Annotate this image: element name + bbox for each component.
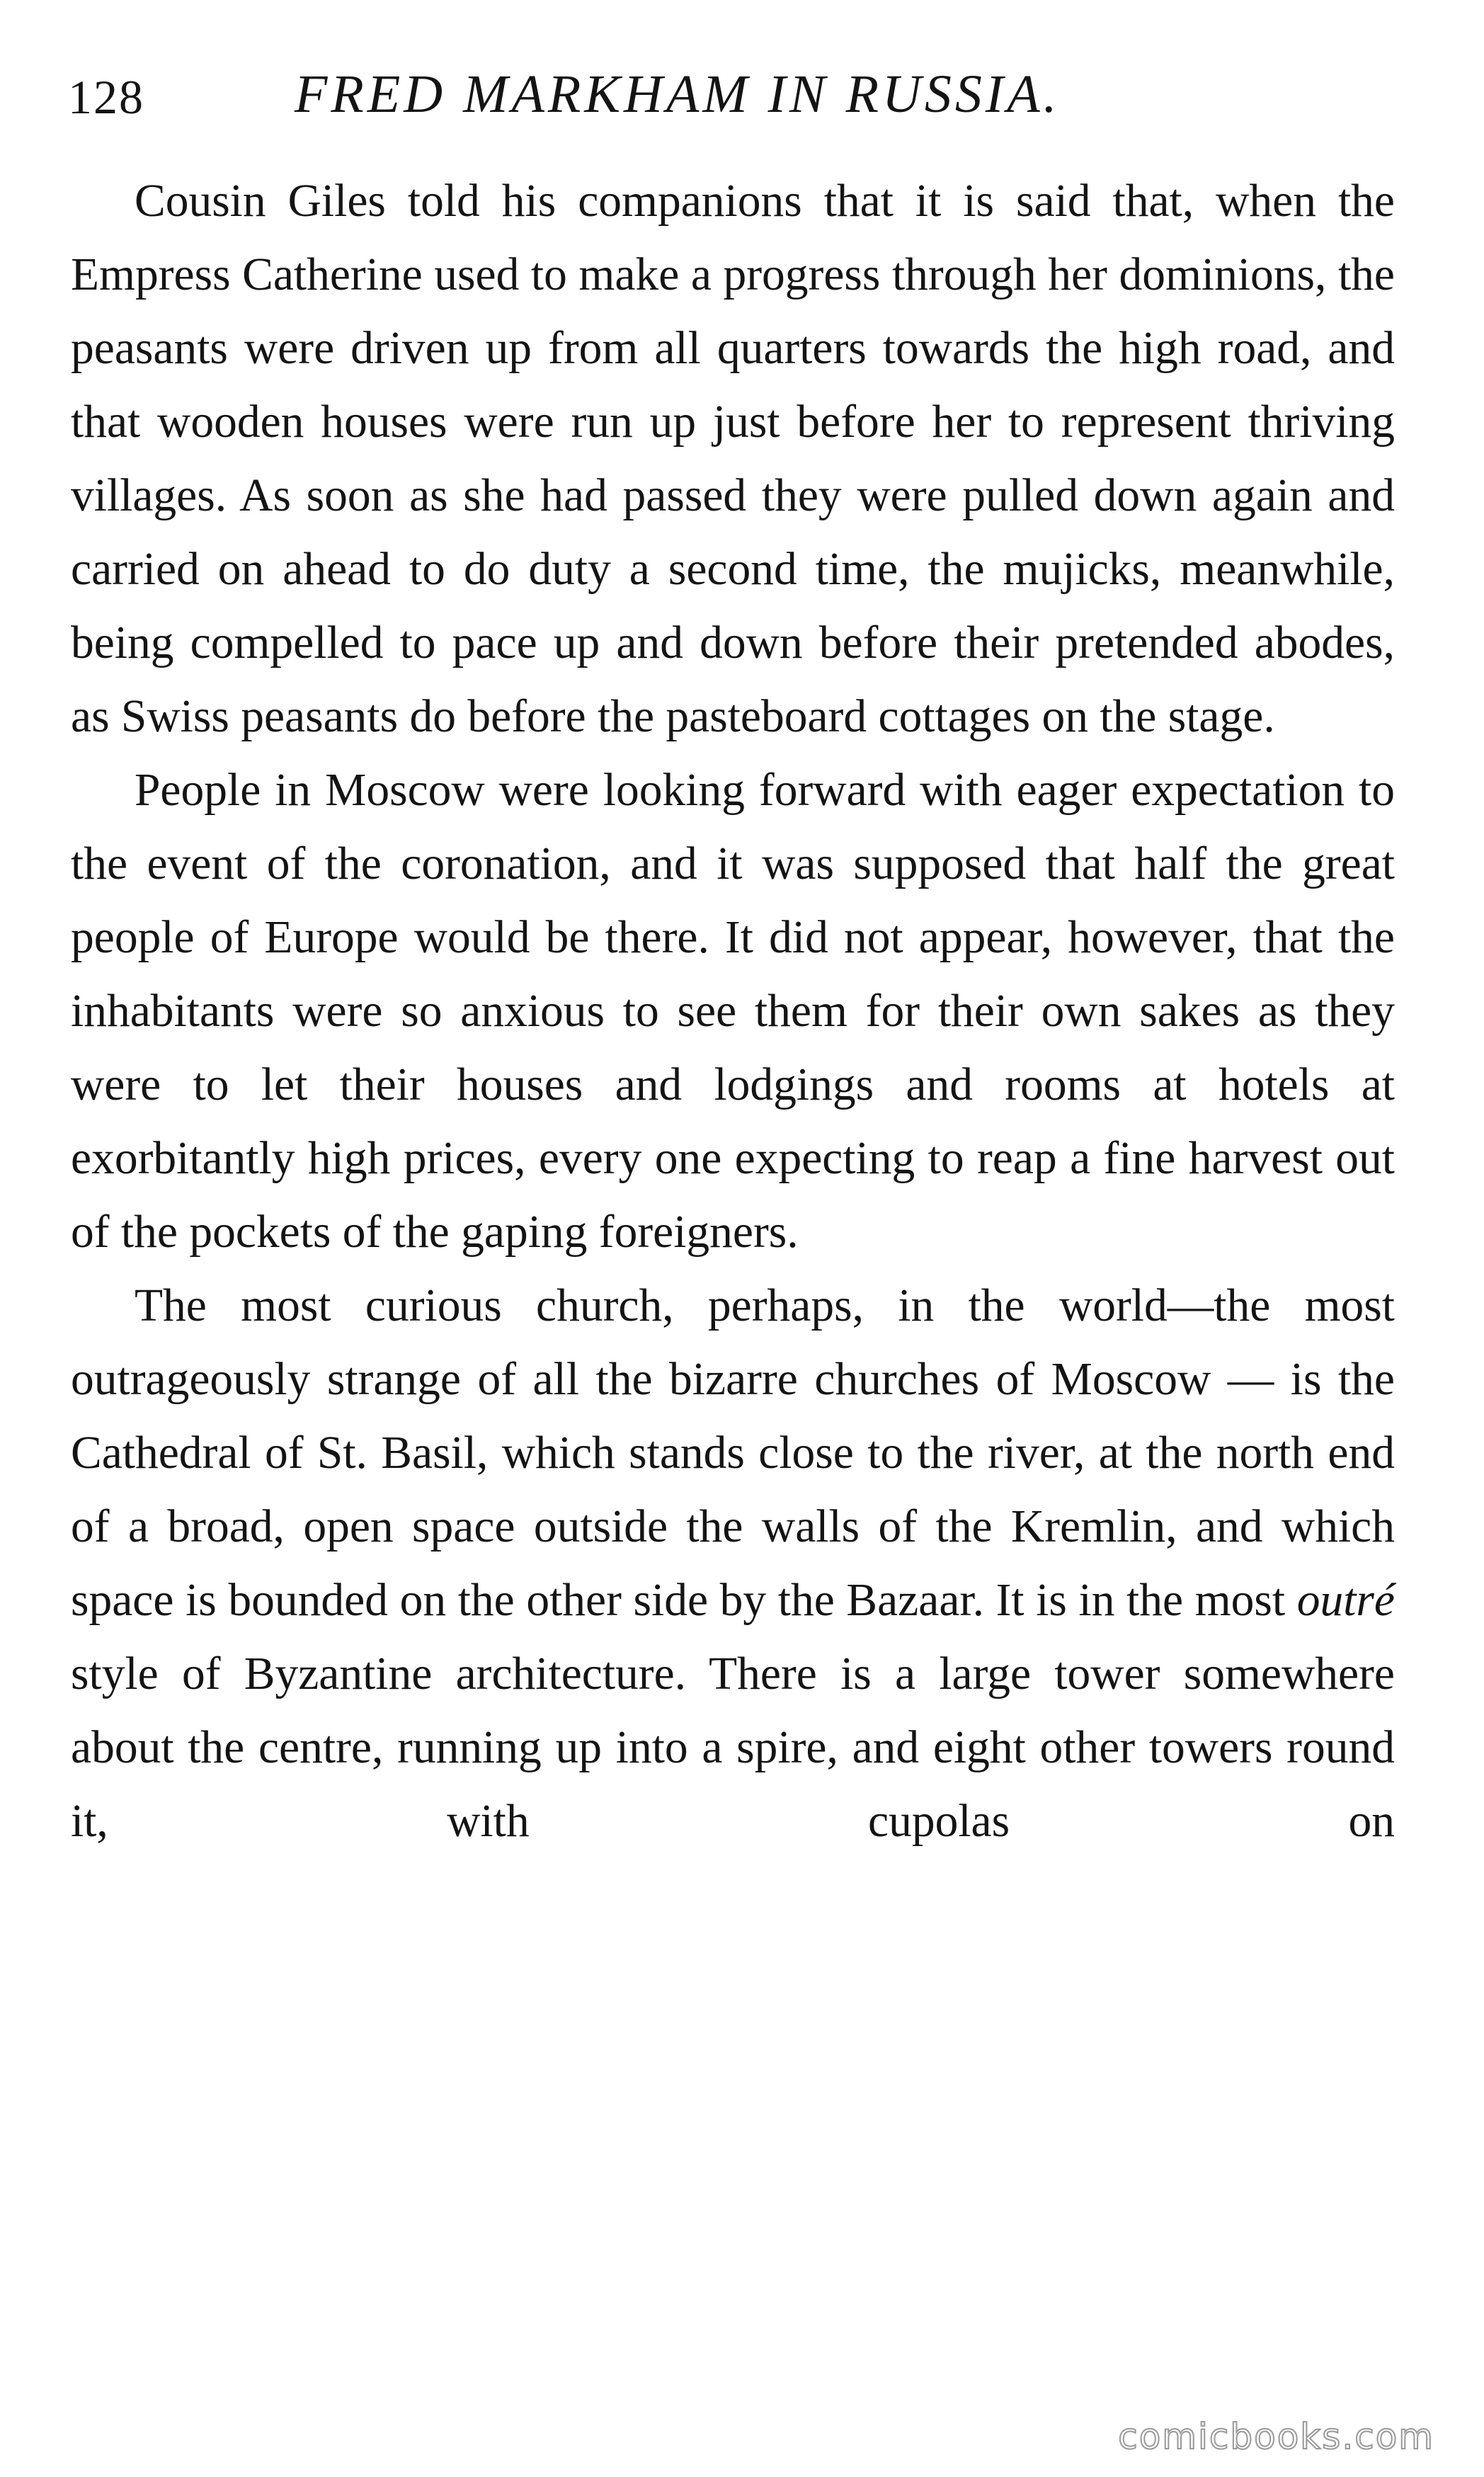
watermark-logo: comicbooks.com [1118, 2416, 1434, 2457]
body-text [71, 164, 1395, 1858]
paragraph-st-basil-tail: style of Byzantine architecture. There is a large tower somewhere about the centre, running up into a spire, and eight other towers round it, with cupolas on [71, 1649, 1395, 1847]
paragraph-coronation: People in Moscow were looking forward with eager expectation to the event of the coronation, and it was supposed that half the great people of Europe would be there. It did not appear, however, that the inhabitants were so anxious to see them for their own sakes as they were to let their houses and lodgings and rooms at hotels at exorbitantly high prices, every one expecting to reap a fine harvest out of the pockets of the gaping foreigners. [71, 765, 1395, 1258]
running-title: FRED MARKHAM IN RUSSIA. [295, 64, 1061, 124]
page-number: 128 [68, 70, 144, 124]
running-head [68, 64, 1413, 142]
paragraph-st-basil-lead: The most curious church, perhaps, in the world—the most outrageously strange of all the bizarre churches of Moscow — is the Cathedral of St. Basil, which stands close to the river, at the north end of a broad, open space outside the walls of the Kremlin, and which space is bounded on the other side by the Bazaar. It is in the most [71, 1280, 1395, 1626]
paragraph-st-basil [71, 1269, 1395, 1858]
paragraph-catherine: Cousin Giles told his companions that it is said that, when the Empress Catherine used to make a progress through her dominions, the peasants were driven up from all quarters towards the high road, and that wooden houses were run up just before her to represent thriving villages. As soon as she had passed they were pulled down again and carried on ahead to do duty a second time, the mujicks, meanwhile, being compelled to pace up and down before their pretended abodes, as Swiss peasants do before the pasteboard cottages on the stage. [71, 176, 1395, 742]
italic-word-outre: outré [1296, 1575, 1395, 1626]
